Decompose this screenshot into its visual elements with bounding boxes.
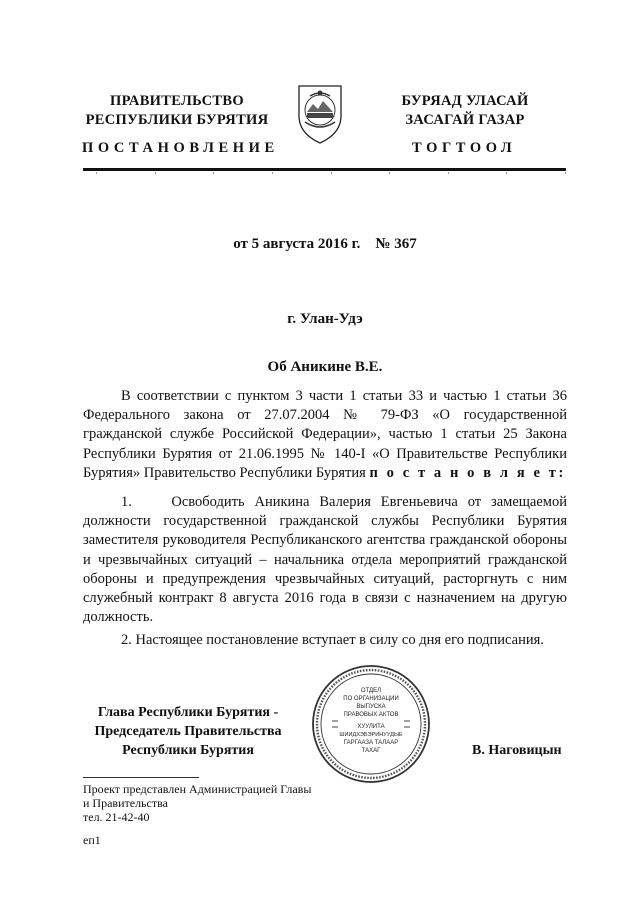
city: г. Улан-Удэ [287, 311, 363, 327]
signatory-title-line3: Республики Бурятия [122, 743, 254, 758]
signatory-title-line1: Глава Республики Бурятия - [97, 705, 279, 720]
signatory-title-line2: Председатель Правительства [94, 724, 282, 739]
header-dotted-rule [96, 172, 566, 176]
official-stamp [310, 663, 432, 785]
decree-word: п о с т а н о в л я е т: [369, 464, 566, 481]
stamp-line-2: ПО ОРГАНИЗАЦИИ [343, 696, 399, 702]
subject-title: Об Аникине В.Е. [267, 359, 383, 375]
doc-type-right: ТОГТООЛ [412, 140, 517, 156]
item-2-paragraph: 2. Настоящее постановление вступает в силу со дня его подписания. [121, 632, 544, 648]
date-number: от 5 августа 2016 г. № 367 [233, 236, 417, 252]
footer-rule [83, 777, 199, 778]
signatory-title [83, 703, 293, 760]
coat-of-arms-emblem [293, 82, 347, 146]
stamp-line-6: ШИИДХЭБЭРИНУУДЫЕ [339, 732, 403, 738]
header-right [370, 92, 560, 130]
header-right-line1: БУРЯАД УЛАСАЙ [401, 93, 529, 109]
footer-line1: Проект представлен Администрацией Главы [83, 782, 312, 796]
stamp-line-1: ОТДЕЛ [360, 688, 382, 694]
footer-line3: тел. 21-42-40 [83, 810, 150, 824]
stamp-line-4: ПРАВОВЫХ АКТОВ [343, 712, 399, 718]
header-right-line2: ЗАСАГАЙ ГАЗАР [405, 112, 525, 128]
stamp-line-5: ХУУЛИТА [357, 724, 385, 730]
header-left-line2: РЕСПУБЛИКИ БУРЯТИЯ [85, 112, 269, 128]
footer-line2: и Правительства [83, 796, 168, 810]
header-left-line1: ПРАВИТЕЛЬСТВО [110, 93, 244, 109]
stamp-line-7: ГАРГААЗА ТАЛААР [343, 740, 399, 746]
item-1-paragraph: 1. Освободить Аникина Валерия Евгеньевича от замещаемой должности государственной гражданской службы Республики Бурятия заместителя руководителя Республиканского агентства гражданской обороны и чрезвычайных ситуаций – начальника отдела мероприятий гражданской обороны и предупреждения чрезвычайных ситуаций, расторгнуть с ним служебный контракт 8 августа 2016 года в связи с назначением на другую должность. [83, 494, 571, 626]
header-left [82, 92, 272, 130]
signatory-name: В. Наговицын [472, 743, 562, 758]
stamp-line-3: ВЫПУСКА [356, 704, 386, 710]
preamble-paragraph [83, 387, 567, 483]
preamble-text: В соответствии с пунктом 3 части 1 статьи 33 и частью 1 статьи 36 Федерального закона от 27.07.2004 № 79-ФЗ «О государственной гражданской службе Российской Федерации», частью 1 статьи 25 Закона Республики Бурятия от 21.06.1995 № 140-I «О Правительстве Республики Бурятия» Правительство Республики Бурятия [83, 388, 567, 481]
footer-code: еп1 [83, 833, 101, 847]
doc-type-left: ПОСТАНОВЛЕНИЕ [82, 140, 279, 156]
header-rule [83, 168, 566, 171]
stamp-line-8: ТАХАГ [361, 748, 381, 754]
footer-note [83, 782, 311, 824]
